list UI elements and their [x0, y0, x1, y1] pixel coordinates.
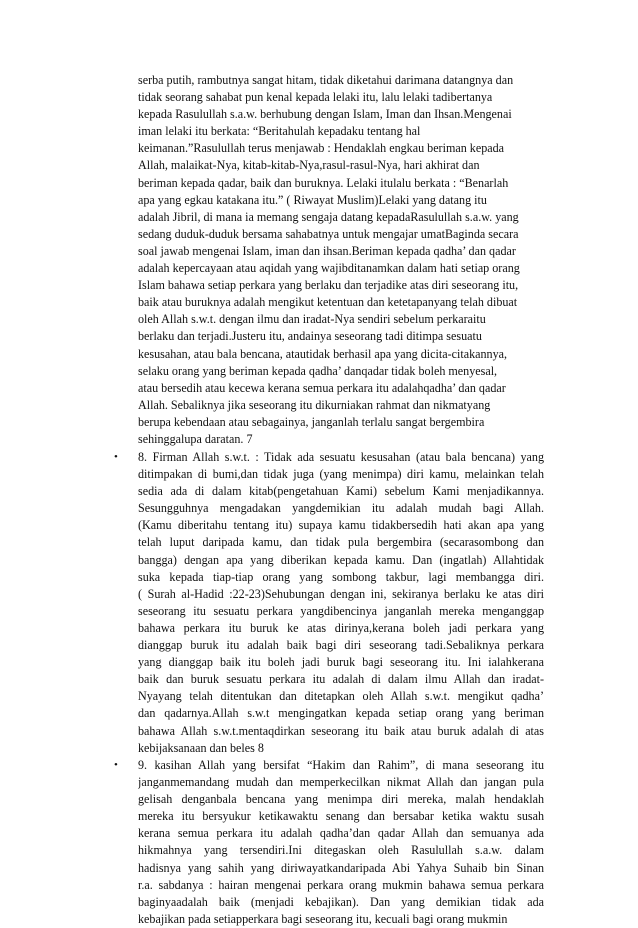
- text-line: bangga) dengan apa yang diberikan kepada kamu. Dan (ingatlah) Allahtidak: [138, 552, 544, 567]
- text-line: bahawa perkara itu buruk ke atas dirinya,kerana boleh jadi perkara yang: [138, 620, 544, 635]
- text-line: yang dianggap baik itu boleh jadi buruk bagi seseorang itu. Ini ialahkerana: [138, 655, 544, 670]
- item-9-paragraph: [138, 757, 544, 928]
- text-line: Sesungguhnya mengadakan yangdemikian itu adalah mudah bagi Allah.: [138, 501, 544, 516]
- continuation-paragraph: [138, 72, 544, 448]
- text-line: berupa kebendaan atau sebagainya, janganlah terlalu sangat bergembira: [138, 414, 485, 429]
- text-line: adalah Jibril, di mana ia memang sengaja datang kepadaRasulullah s.a.w. yang: [138, 209, 519, 224]
- text-line: Islam bahawa setiap perkara yang berlaku dan terjadike atas diri seseorang itu,: [138, 278, 519, 293]
- text-line: Allah, malaikat-Nya, kitab-kitab-Nya,rasul-rasul-Nya, hari akhirat dan: [138, 158, 480, 173]
- text-line: baik dan buruk sesuatu perkara itu adalah di dalam ilmu Allah dan iradat-: [138, 672, 544, 687]
- item-8-paragraph: [138, 449, 544, 757]
- text-line: dan qadarnya.Allah s.w.t mengingatkan kepada setiap orang yang beriman: [138, 706, 544, 721]
- text-line: keimanan.”Rasulullah terus menjawab : Hendaklah engkau beriman kepada: [138, 141, 505, 156]
- text-line: baik atau buruknya adalah mengikut ketentuan dan ketetapanyang telah dibuat: [138, 295, 518, 310]
- text-line: hadisnya yang sahih yang diriwayatkandaripada Abi Yahya Suhaib bin Sinan: [138, 860, 544, 875]
- text-line: sedang duduk-duduk bersama sahabatnya untuk mengajar umatBaginda secara: [138, 226, 519, 241]
- text-line: telah luput daripada kamu, dan tidak pula bergembira (secarasombong dan: [138, 535, 544, 550]
- text-line: ditimpakan di bumi,dan tidak juga (yang menimpa) diri kamu, melainkan telah: [138, 467, 544, 482]
- text-line: (Kamu diberitahu tentang itu) supaya kamu tidakbersedih hati akan apa yang: [138, 518, 544, 533]
- bullet-item-9: •: [114, 759, 118, 771]
- text-line: hikmahnya yang tersendiri.Ini ditegaskan oleh Rasulullah s.a.w. dalam: [138, 843, 544, 858]
- text-line: Nyayang telah ditentukan dan ditetapkan oleh Allah s.w.t. mengikut qadha’: [138, 689, 544, 704]
- text-line: soal jawab mengenai Islam, iman dan ihsan.Beriman kepada qadha’ dan qadar: [138, 243, 516, 258]
- text-line: kerana semua perkara itu adalah qadha’dan qadar Allah dan semuanya ada: [138, 826, 544, 841]
- text-line: kebajikan pada setiapperkara bagi seseorang itu, kecuali bagi orang mukmin: [138, 911, 508, 926]
- text-line: apa yang egkau katakana itu.” ( Riwayat Muslim)Lelaki yang datang itu: [138, 192, 487, 207]
- text-line: gelisah denganbala bencana yang menimpa diri mereka, malah hendaklah: [138, 792, 544, 807]
- text-line: oleh Allah s.w.t. dengan ilmu dan iradat-Nya sendiri sebelum perkaraitu: [138, 312, 486, 327]
- text-line: selaku orang yang beriman kepada qadha’ danqadar tidak boleh menyesal,: [138, 363, 498, 378]
- text-line: 8. Firman Allah s.w.t. : Tidak ada sesuatu kesusahan (atau bala bencana) yang: [138, 450, 544, 464]
- text-line: 9. kasihan Allah yang bersifat “Hakim dan Rahim”, di mana seseorang itu: [138, 758, 544, 772]
- text-line: adalah kepercayaan atau aqidah yang wajibditanamkan dalam hati setiap orang: [138, 261, 520, 276]
- text-line: kesusahan, atau bala bencana, atautidak berhasil apa yang dicita-citakannya,: [138, 346, 508, 361]
- bullet-item-8: •: [114, 451, 118, 463]
- text-line: serba putih, rambutnya sangat hitam, tidak diketahui darimana datangnya dan: [138, 73, 514, 87]
- text-line: sedia ada di dalam kitab(pengetahuan Kami) sebelum Kami menjadikannya.: [138, 484, 544, 499]
- text-line: berlaku dan terjadi.Justeru itu, andainya seseorang tadi ditimpa sesuatu: [138, 329, 482, 344]
- text-line: beriman kepada qadar, baik dan buruknya. Lelaki itulalu berkata : “Benarlah: [138, 175, 509, 190]
- text-line: mereka itu bersyukur ketikawaktu senang dan bersabar ketika waktu susah: [138, 809, 544, 824]
- text-line: Allah. Sebaliknya jika seseorang itu dikurniakan rahmat dan nikmatyang: [138, 397, 491, 412]
- text-line: bahawa Allah s.w.t.mentaqdirkan seseorang itu baik atau buruk adalah di atas: [138, 723, 544, 738]
- text-line: seseorang itu sesuatu perkara yangdibencinya janganlah mereka menganggap: [138, 603, 544, 618]
- text-line: sehinggalupa daratan. 7: [138, 431, 253, 446]
- text-line: atau bersedih atau kecewa kerana semua perkara itu adalahqadha’ dan qadar: [138, 380, 506, 395]
- text-line: suka kepada tiap-tiap orang yang sombong takbur, lagi membangga diri.: [138, 569, 544, 584]
- text-line: kebijaksanaan dan beles 8: [138, 740, 264, 755]
- text-line: ( Surah al-Hadid :22-23)Sehubungan dengan ini, sekiranya berlaku ke atas diri: [138, 586, 544, 601]
- text-line: tidak seorang sahabat pun kenal kepada lelaki itu, lalu lelaki tadibertanya: [138, 90, 493, 105]
- text-line: dianggap buruk itu adalah baik bagi diri seseorang tadi.Sebaliknya perkara: [138, 638, 544, 653]
- text-line: iman lelaki itu berkata: “Beritahulah kepadaku tentang hal: [138, 124, 421, 139]
- text-line: r.a. sabdanya : hairan mengenai perkara orang mukmin bahawa semua perkara: [138, 877, 544, 892]
- text-line: janganmemandang mudah dan memperkecilkan nikmat Allah dan jangan pula: [138, 775, 544, 790]
- text-line: kepada Rasulullah s.a.w. berhubung dengan Islam, Iman dan Ihsan.Mengenai: [138, 107, 512, 122]
- text-line: baginyaadalah baik (menjadi kebajikan). Dan yang demikian tidak ada: [138, 894, 544, 909]
